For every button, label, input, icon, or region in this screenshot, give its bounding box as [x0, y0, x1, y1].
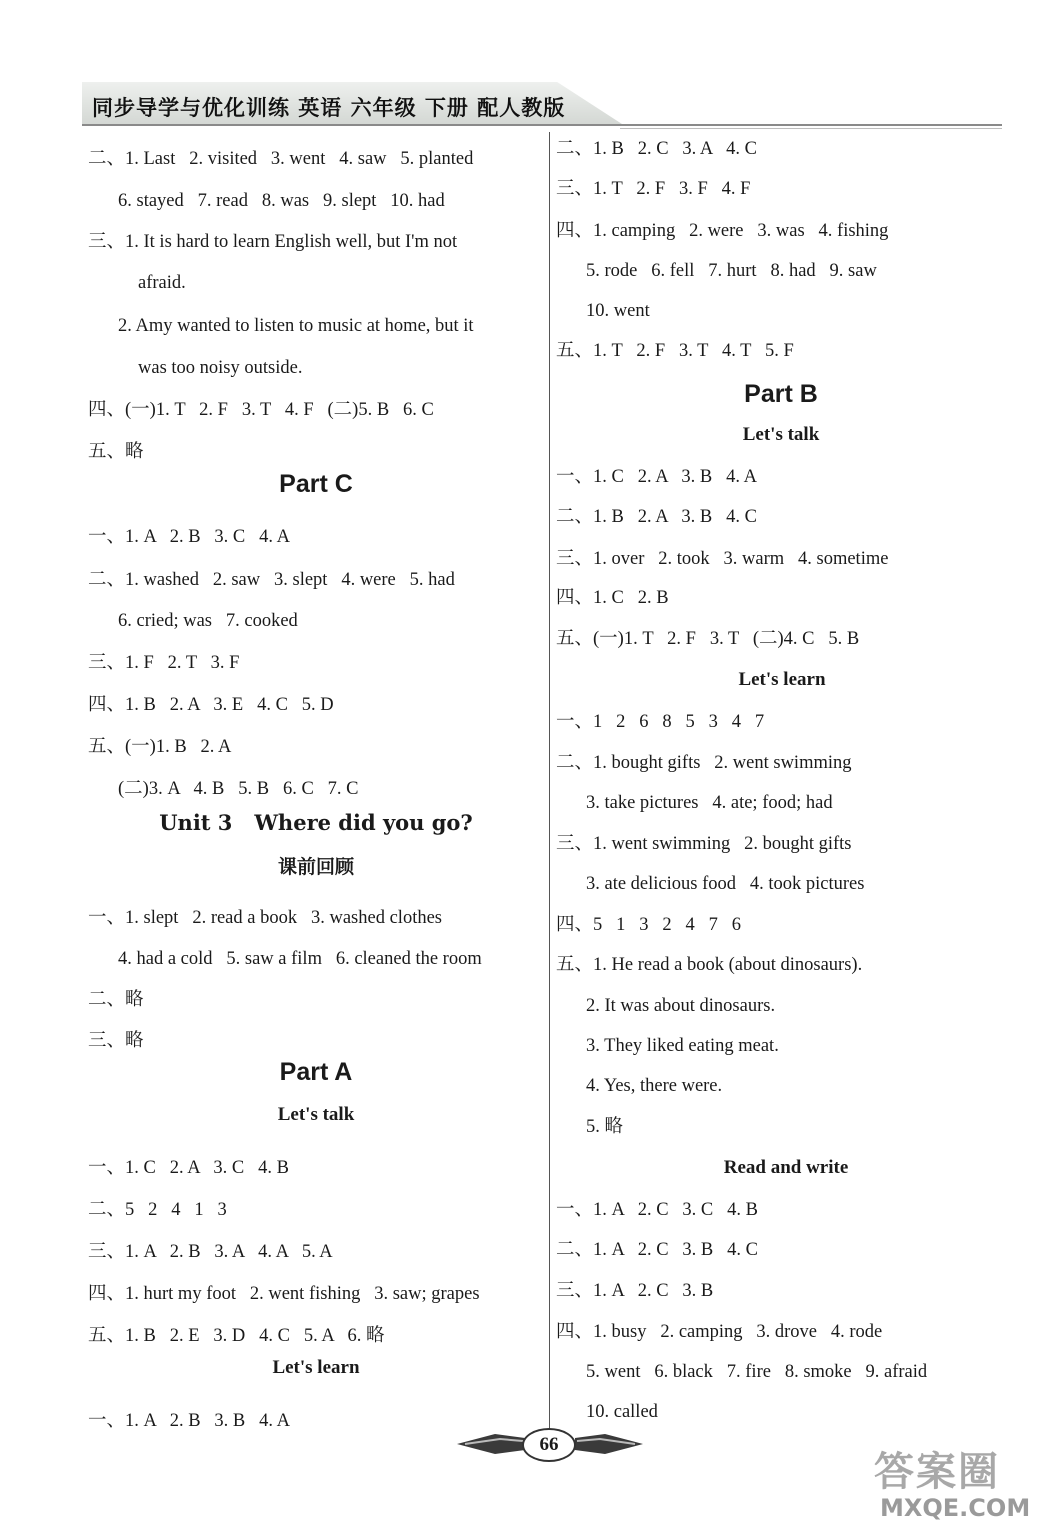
section-heading: Let's talk [277, 1104, 355, 1125]
answer-line: 5. 略 [586, 1117, 624, 1137]
answer-line: 四、1. busy 2. camping 3. drove 4. rode [556, 1322, 883, 1342]
watermark-top-text: 答案圈 [874, 1449, 1000, 1495]
answer-line: 五、1. T 2. F 3. T 4. T 5. F [556, 341, 794, 361]
answer-line: 10. called [586, 1402, 658, 1422]
answer-line: 5. went 6. black 7. fire 8. smoke 9. afraid [586, 1362, 928, 1382]
section-heading: Let's talk [742, 424, 820, 445]
answer-line: 五、1. He read a book (about dinosaurs). [556, 955, 863, 975]
section-heading: Let's learn [272, 1357, 360, 1378]
header-rule-secondary [620, 128, 1002, 129]
answer-line: 二、5 2 4 1 3 [88, 1200, 227, 1220]
answer-line: 五、(一)1. B 2. A [88, 737, 232, 757]
answer-line: 四、1. camping 2. were 3. was 4. fishing [556, 221, 889, 241]
answer-line: 10. went [586, 301, 650, 321]
answer-line: 二、1. washed 2. saw 3. slept 4. were 5. had [88, 570, 455, 590]
answer-line: 四、(一)1. T 2. F 3. T 4. F (二)5. B 6. C [88, 400, 434, 420]
column-divider [549, 132, 550, 1437]
header-rule [82, 124, 1002, 126]
answer-line: 二、1. bought gifts 2. went swimming [556, 753, 852, 773]
answer-line: 一、1. C 2. A 3. B 4. A [556, 467, 757, 487]
answer-line: 三、略 [88, 1031, 144, 1051]
answer-line: 三、1. T 2. F 3. F 4. F [556, 179, 751, 199]
answer-line: 三、1. A 2. B 3. A 4. A 5. A [88, 1242, 333, 1262]
answer-line: 三、1. F 2. T 3. F [88, 653, 240, 673]
answer-line: 3. take pictures 4. ate; food; had [586, 793, 833, 813]
answer-line: 4. had a cold 5. saw a film 6. cleaned the room [118, 949, 482, 969]
answer-line: 2. It was about dinosaurs. [586, 996, 776, 1016]
answer-line: 一、1 2 6 8 5 3 4 7 [556, 712, 765, 732]
unit-heading: Unit 3 Where did you go? [159, 810, 473, 835]
answer-line: 5. rode 6. fell 7. hurt 8. had 9. saw [586, 261, 877, 281]
answer-line: 2. Amy wanted to listen to music at home, but it [118, 316, 474, 336]
answer-line: 3. ate delicious food 4. took pictures [586, 874, 865, 894]
watermark-logo [870, 1440, 1030, 1530]
answer-line: 五、1. B 2. E 3. D 4. C 5. A 6. 略 [88, 1326, 385, 1346]
answer-line: 三、1. went swimming 2. bought gifts [556, 834, 852, 854]
header-title: 同步导学与优化训练 英语 六年级 下册 配人教版 [92, 96, 566, 120]
answer-line: 二、略 [88, 990, 144, 1010]
answer-line: 一、1. A 2. C 3. C 4. B [556, 1200, 758, 1220]
answer-line: 6. stayed 7. read 8. was 9. slept 10. had [118, 191, 445, 211]
part-heading: Part C [279, 470, 353, 498]
answer-line: 二、1. B 2. C 3. A 4. C [556, 139, 757, 159]
answer-line: 一、1. A 2. B 3. C 4. A [88, 527, 290, 547]
answer-line: 二、1. B 2. A 3. B 4. C [556, 507, 757, 527]
answer-line: 二、1. A 2. C 3. B 4. C [556, 1240, 758, 1260]
section-heading: 课前回顾 [277, 856, 354, 878]
section-heading: Read and write [723, 1157, 849, 1178]
part-heading: Part B [744, 380, 818, 408]
answer-line: 四、1. hurt my foot 2. went fishing 3. saw; grapes [88, 1284, 480, 1304]
part-heading: Part A [279, 1058, 353, 1086]
answer-line: 四、1. B 2. A 3. E 4. C 5. D [88, 695, 334, 715]
answer-line: 三、1. A 2. C 3. B [556, 1281, 714, 1301]
answer-line: 3. They liked eating meat. [586, 1036, 779, 1056]
watermark-bottom-text: MXQE.COM [880, 1494, 1031, 1522]
answer-line: 三、1. It is hard to learn English well, but I'm not [88, 232, 458, 252]
answer-line: 一、1. A 2. B 3. B 4. A [88, 1411, 290, 1431]
answer-line: 6. cried; was 7. cooked [118, 611, 298, 631]
answer-line: 五、略 [88, 442, 144, 462]
answer-line: afraid. [138, 273, 186, 293]
answer-line: 二、1. Last 2. visited 3. went 4. saw 5. planted [88, 149, 474, 169]
answer-line: 4. Yes, there were. [586, 1076, 723, 1096]
answer-line: 一、1. slept 2. read a book 3. washed clothes [88, 908, 442, 928]
answer-line: (二)3. A 4. B 5. B 6. C 7. C [118, 779, 359, 799]
answer-line: 一、1. C 2. A 3. C 4. B [88, 1158, 289, 1178]
answer-line: was too noisy outside. [138, 358, 303, 378]
answer-line: 五、(一)1. T 2. F 3. T (二)4. C 5. B [556, 629, 860, 649]
answer-line: 四、5 1 3 2 4 7 6 [556, 915, 742, 935]
section-heading: Let's learn [738, 669, 826, 690]
answer-line: 四、1. C 2. B [556, 588, 669, 608]
answer-line: 三、1. over 2. took 3. warm 4. sometime [556, 549, 889, 569]
page-number: 66 [522, 1428, 576, 1462]
